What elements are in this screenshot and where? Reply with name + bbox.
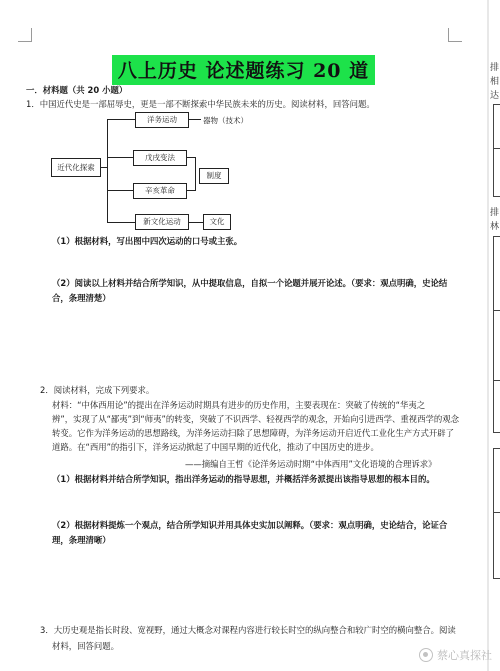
watermark-text: 蔡心真探社 [437, 649, 492, 662]
adjacent-table-line [493, 432, 500, 433]
q2-material-line-4: 道路。在“西用”的指引下，洋务运动掀起了中国早期的近代化，推动了中国历史的进步。 [52, 442, 379, 452]
diagram-branch-3: 辛亥革命 [133, 183, 187, 199]
watermark [419, 647, 492, 663]
bracket [187, 190, 195, 191]
adjacent-table-line [493, 148, 500, 149]
adjacent-table-line [493, 104, 494, 196]
adjacent-text-fragment: 达 [490, 91, 500, 101]
adjacent-table-line [493, 380, 500, 381]
adjacent-table-line [493, 512, 500, 513]
crop-mark-top-right [448, 28, 462, 42]
q1-stem: 1．中国近代史是一部屈辱史，更是一部不断探索中华民族未来的历史。阅读材料，回答问题。 [26, 99, 375, 109]
adjacent-page-edge [489, 0, 500, 671]
adjacent-table-line [493, 236, 500, 237]
q2-sub2-line2: 理，条理清晰） [52, 535, 111, 545]
diagram-target-2: 制度 [199, 168, 229, 184]
connector [107, 119, 135, 120]
connector [189, 119, 201, 120]
diagram-root-node: 近代化探索 [51, 158, 101, 177]
q3-stem-line1: 3．大历史观是指长时段、宽视野，通过大概念对课程内容进行较长时空的纵向整合和较广时空的横向整合。阅读 [40, 625, 456, 635]
bracket [187, 157, 195, 158]
adjacent-table-line [493, 236, 494, 432]
adjacent-table-line [493, 578, 500, 579]
q2-citation: ——摘编自王哲《论洋务运动时期“中体西用”文化语境的合理诉求》 [185, 459, 437, 469]
q1-sub2-line1: （2）阅读以上材料并结合所学知识，从中提取信息，自拟一个论题并展开论述。（要求：观点明确，史论结 [52, 278, 448, 288]
q2-material-line-1: 材料：“中体西用论”的提出在洋务运动时期具有进步的历史作用，主要表现在：突破了传统的“华夷之 [52, 400, 426, 410]
diagram-branch-4: 新文化运动 [135, 214, 189, 230]
q1-sub2-line2: 合，条理清楚） [52, 293, 111, 303]
connector [107, 190, 133, 191]
watermark-logo-icon [419, 648, 433, 662]
adjacent-text-fragment: 林 [490, 222, 500, 232]
adjacent-table-line [493, 448, 500, 449]
q2-stem: 2．阅读材料，完成下列要求。 [40, 385, 155, 395]
connector [189, 222, 203, 223]
diagram-target-1: 器物（技术） [203, 116, 248, 125]
adjacent-text-fragment: 排 [490, 63, 500, 73]
q2-sub1: （1）根据材料并结合所学知识，指出洋务运动的指导思想，并概括洋务派提出该指导思想的根本目的。 [52, 474, 435, 484]
adjacent-table-line [493, 310, 500, 311]
diagram-branch-2: 戊戌变法 [133, 150, 187, 166]
connector [107, 157, 133, 158]
connector [107, 119, 108, 223]
bracket [195, 157, 196, 191]
adjacent-table-line [493, 104, 500, 105]
crop-mark-top-left [18, 28, 32, 42]
section-heading: 一．材料题（共 20 小题） [26, 85, 128, 95]
connector [107, 222, 135, 223]
adjacent-table-line [493, 448, 494, 578]
adjacent-table-line [493, 196, 500, 197]
q2-sub2-line1: （2）根据材料提炼一个观点，结合所学知识并用具体史实加以阐释。（要求：观点明确，史论结合，论证合 [52, 520, 448, 530]
adjacent-text-fragment: 排 [490, 208, 500, 218]
diagram-branch-1: 洋务运动 [135, 112, 189, 128]
adjacent-text-fragment: 相 [490, 77, 500, 87]
q2-material-line-3: 转变。它作为洋务运动的思想路线，为洋务运动扫除了思想障碍，为洋务运动开启近代工业化生产方式开辟了 [52, 428, 454, 438]
q1-sub1: （1）根据材料，写出图中四次运动的口号或主张。 [52, 236, 243, 246]
document-title: 八上历史 论述题练习 20 道 [112, 55, 375, 85]
diagram-target-3: 文化 [203, 214, 231, 230]
q3-stem-line2: 材料，回答问题。 [52, 641, 119, 651]
q2-material-line-2: 辨”，实现了从“鄙夷”到“师夷”的转变，突破了不识西学、轻视西学的观念，开始向引进西学、重视西学的观念 [52, 414, 459, 424]
